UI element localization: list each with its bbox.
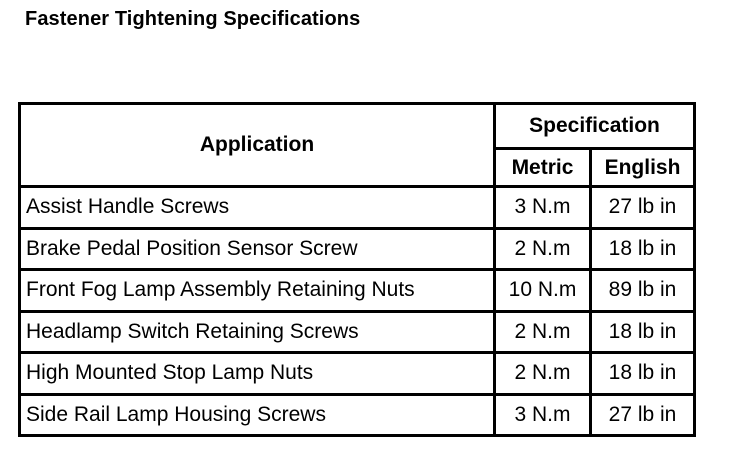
table-row	[20, 394, 695, 436]
application-cell: Side Rail Lamp Housing Screws	[20, 394, 495, 436]
table-row	[20, 353, 695, 395]
application-cell: Brake Pedal Position Sensor Screw	[20, 228, 495, 270]
metric-cell: 3 N.m	[495, 187, 591, 229]
metric-cell: 2 N.m	[495, 228, 591, 270]
english-cell: 27 lb in	[591, 394, 695, 436]
english-cell: 89 lb in	[591, 270, 695, 312]
application-cell: Headlamp Switch Retaining Screws	[20, 311, 495, 353]
metric-cell: 2 N.m	[495, 311, 591, 353]
table-row	[20, 311, 695, 353]
fastener-spec-table	[18, 102, 696, 437]
application-cell: High Mounted Stop Lamp Nuts	[20, 353, 495, 395]
metric-cell: 10 N.m	[495, 270, 591, 312]
english-cell: 18 lb in	[591, 311, 695, 353]
metric-column-header: Metric	[495, 149, 591, 187]
specification-column-header: Specification	[495, 104, 695, 149]
application-column-header: Application	[20, 104, 495, 187]
application-cell: Assist Handle Screws	[20, 187, 495, 229]
table-row	[20, 228, 695, 270]
english-cell: 18 lb in	[591, 228, 695, 270]
english-column-header: English	[591, 149, 695, 187]
metric-cell: 2 N.m	[495, 353, 591, 395]
application-cell: Front Fog Lamp Assembly Retaining Nuts	[20, 270, 495, 312]
metric-cell: 3 N.m	[495, 394, 591, 436]
table-row	[20, 270, 695, 312]
table-row	[20, 187, 695, 229]
english-cell: 18 lb in	[591, 353, 695, 395]
english-cell: 27 lb in	[591, 187, 695, 229]
page-title: Fastener Tightening Specifications	[25, 8, 361, 30]
